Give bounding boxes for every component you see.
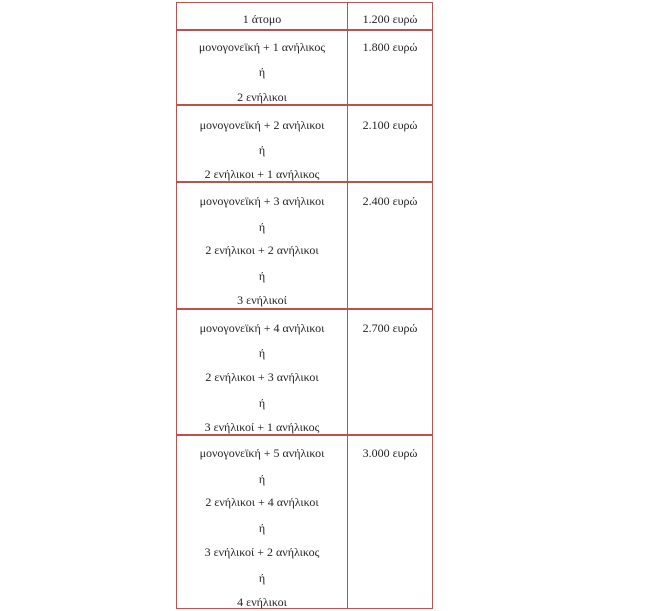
household-line: 2 ενήλικοι + 2 ανήλικοι: [205, 243, 319, 257]
or-separator: ή: [258, 65, 266, 79]
or-separator: ή: [258, 472, 266, 486]
household-line: 1 άτομο: [242, 12, 282, 26]
household-line: μονογονεϊκή + 2 ανήλικοι: [199, 118, 325, 132]
or-separator: ή: [258, 396, 266, 410]
household-line: 2 ενήλικοι + 4 ανήλικοι: [205, 495, 319, 509]
household-line: μονογονεϊκή + 5 ανήλικοι: [199, 446, 325, 460]
amount-value: 2.700 ευρώ: [362, 321, 418, 335]
or-separator: ή: [258, 220, 266, 234]
amount-cell: [347, 182, 433, 309]
amount-value: 1.200 ευρώ: [362, 12, 418, 26]
amount-value: 2.100 ευρώ: [362, 118, 418, 132]
household-cell: [176, 105, 348, 182]
amount-cell: [347, 105, 433, 182]
amount-cell: [347, 2, 433, 30]
amount-value: 1.800 ευρώ: [362, 40, 418, 54]
household-line: 3 ενήλικοί + 1 ανήλικος: [204, 420, 320, 434]
household-cell: [176, 182, 348, 309]
household-cell: [176, 309, 348, 435]
amount-cell: [347, 435, 433, 609]
household-line: 2 ενήλικοι + 1 ανήλικος: [204, 167, 320, 181]
amount-value: 3.000 ευρώ: [362, 446, 418, 460]
household-line: 2 ενήλικοι + 3 ανήλικοι: [205, 370, 319, 384]
household-line: μονογονεϊκή + 4 ανήλικοι: [199, 321, 325, 335]
household-line: 3 ενήλικοί + 2 ανήλικος: [204, 545, 320, 559]
or-separator: ή: [258, 269, 266, 283]
or-separator: ή: [258, 143, 266, 157]
household-cell: [176, 435, 348, 609]
household-line: μονογονεϊκή + 1 ανήλικος: [198, 40, 326, 54]
household-line: 4 ενήλικοι: [237, 595, 287, 609]
or-separator: ή: [258, 346, 266, 360]
household-cell: [176, 30, 348, 105]
household-line: 2 ενήλικοι: [237, 90, 287, 104]
or-separator: ή: [258, 571, 266, 585]
household-line: μονογονεϊκή + 3 ανήλικοι: [199, 194, 325, 208]
household-line: 3 ενήλικοί: [237, 293, 287, 307]
amount-cell: [347, 309, 433, 435]
household-cell: [176, 2, 348, 30]
amount-value: 2.400 ευρώ: [362, 194, 418, 208]
amount-cell: [347, 30, 433, 105]
or-separator: ή: [258, 521, 266, 535]
